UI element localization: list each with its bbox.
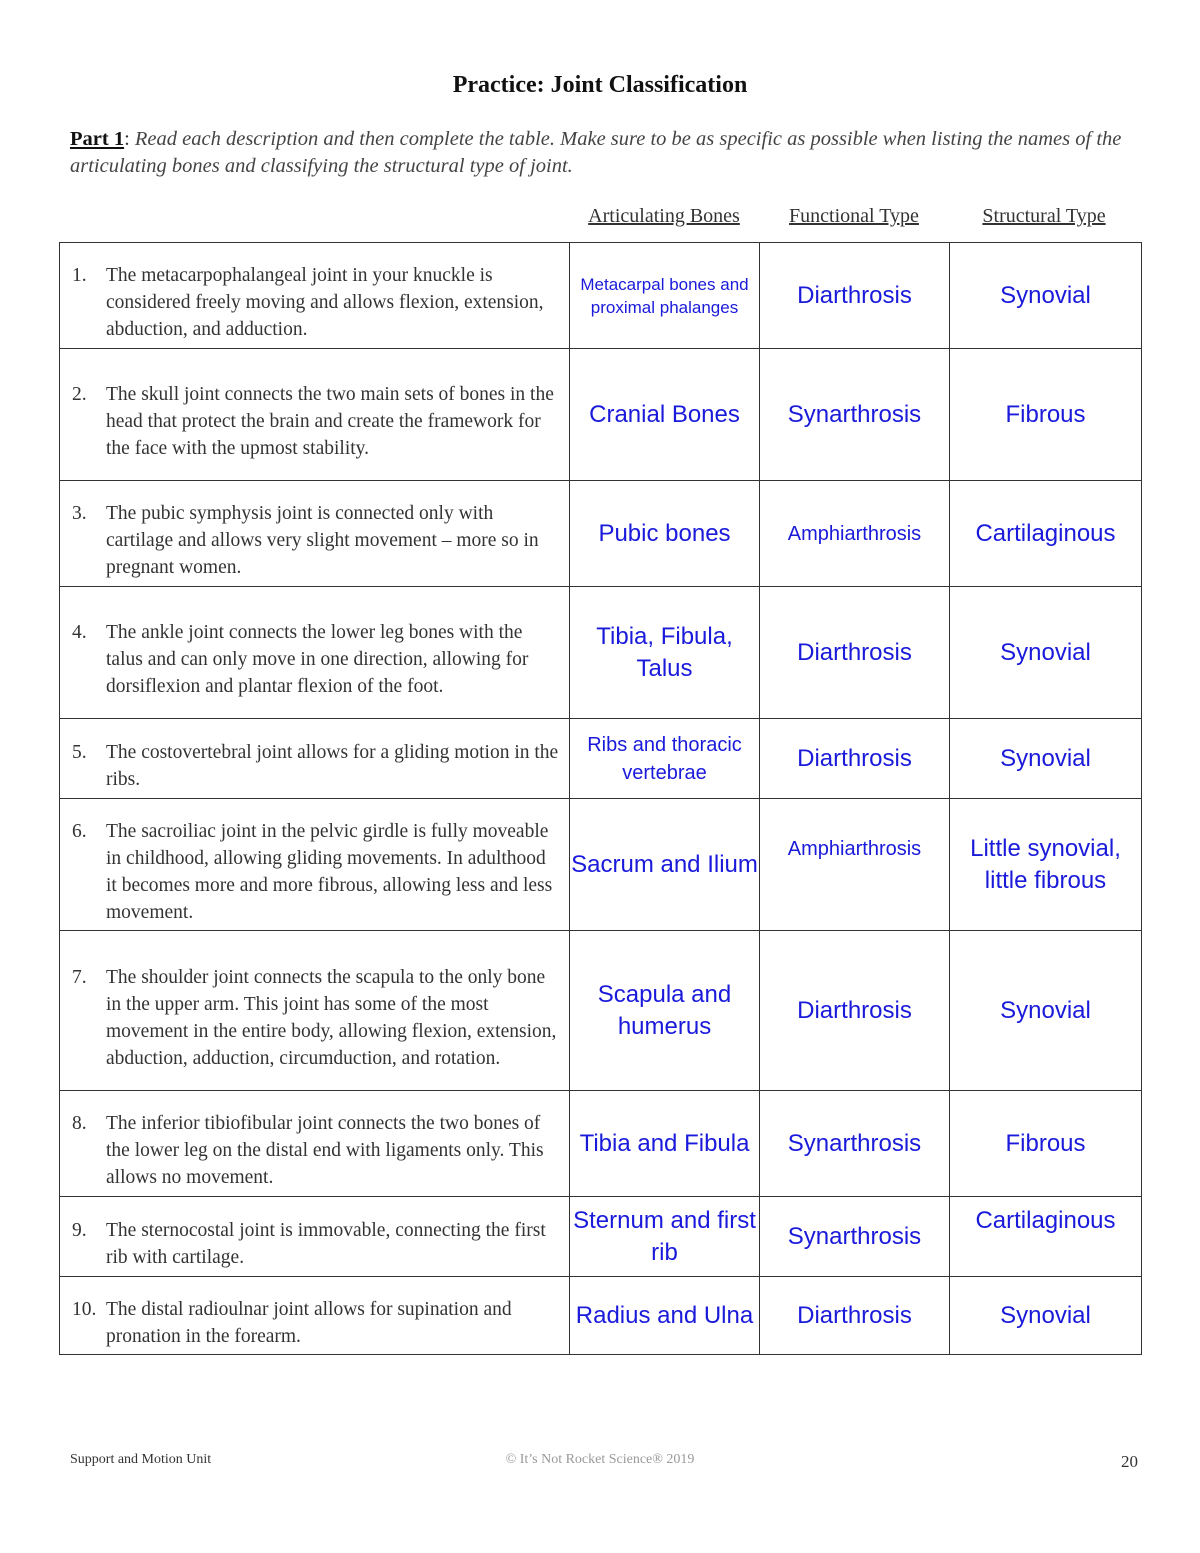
functional-cell: Diarthrosis xyxy=(760,587,950,719)
instructions-text: Read each description and then complete the table. Make sure to be as specific as possible when listing the names of the articulating bones and classifying the structural type of joint. xyxy=(70,128,1122,177)
row-description: The distal radioulnar joint allows for supination and pronation in the forearm. xyxy=(106,1298,512,1347)
structural-cell: Synovial xyxy=(950,587,1142,719)
description-cell xyxy=(60,243,570,349)
row-number: 1. xyxy=(72,265,87,286)
bones-cell: Pubic bones xyxy=(570,481,760,587)
description-cell xyxy=(60,931,570,1091)
table-row xyxy=(60,931,1142,1091)
row-description: The metacarpophalangeal joint in your knuckle is considered freely moving and allows flexion, extension, abduction, and adduction. xyxy=(106,265,544,340)
row-number: 3. xyxy=(72,503,87,524)
functional-cell: Amphiarthrosis xyxy=(760,481,950,587)
structural-cell: Fibrous xyxy=(950,349,1142,481)
structural-cell: Cartilaginous xyxy=(950,481,1142,587)
table-row xyxy=(60,1277,1142,1355)
page-number: 20 xyxy=(1121,1452,1138,1471)
bones-cell: Ribs and thoracic vertebrae xyxy=(570,719,760,799)
bones-cell: Scapula and humerus xyxy=(570,931,760,1091)
bones-cell: Radius and Ulna xyxy=(570,1277,760,1355)
description-cell xyxy=(60,349,570,481)
row-description: The inferior tibiofibular joint connects the two bones of the lower leg on the distal end with ligaments only. This allows no movement. xyxy=(106,1113,544,1188)
part-label: Part 1 xyxy=(70,128,125,150)
row-number: 8. xyxy=(72,1113,87,1134)
row-number: 5. xyxy=(72,741,87,763)
bones-cell: Tibia, Fibula, Talus xyxy=(570,587,760,719)
description-cell xyxy=(60,1277,570,1355)
footer-copyright: © It’s Not Rocket Science® 2019 xyxy=(505,1452,695,1467)
row-number: 9. xyxy=(72,1219,87,1241)
table-row xyxy=(60,1091,1142,1197)
functional-cell: Diarthrosis xyxy=(760,719,950,799)
row-number: 10. xyxy=(72,1298,97,1320)
functional-cell: Synarthrosis xyxy=(760,349,950,481)
row-number: 2. xyxy=(72,384,87,405)
column-header-articulating-bones: Articulating Bones xyxy=(588,205,740,227)
row-description: The sternocostal joint is immovable, connecting the first rib with cartilage. xyxy=(106,1219,546,1268)
structural-cell: Cartilaginous xyxy=(950,1197,1142,1277)
structural-cell: Synovial xyxy=(950,931,1142,1091)
functional-cell: Synarthrosis xyxy=(760,1091,950,1197)
description-cell xyxy=(60,799,570,931)
row-description: The ankle joint connects the lower leg bones with the talus and can only move in one direction, allowing for dorsiflexion and plantar flexion of the foot. xyxy=(106,622,529,697)
description-cell xyxy=(60,1197,570,1277)
functional-cell: Diarthrosis xyxy=(760,243,950,349)
row-description: The sacroiliac joint in the pelvic girdle is fully moveable in childhood, allowing gliding movements. In adulthood it becomes more and more fibrous, allowing less and less movement. xyxy=(106,820,553,923)
table-row xyxy=(60,719,1142,799)
functional-cell: Diarthrosis xyxy=(760,1277,950,1355)
row-description: The shoulder joint connects the scapula to the only bone in the upper arm. This joint has some of the most movement in the entire body, allowing flexion, extension, abduction, adduction, circumduction, and rotation. xyxy=(106,966,557,1069)
column-header-functional-type: Functional Type xyxy=(789,205,919,227)
description-cell xyxy=(60,481,570,587)
row-number: 7. xyxy=(72,966,87,988)
description-cell xyxy=(60,719,570,799)
bones-cell: Sternum and first rib xyxy=(570,1197,760,1277)
column-header-structural-type: Structural Type xyxy=(982,205,1106,227)
table-row xyxy=(60,587,1142,719)
row-description: The costovertebral joint allows for a gliding motion in the ribs. xyxy=(106,741,559,790)
description-cell xyxy=(60,1091,570,1197)
bones-cell: Sacrum and Ilium xyxy=(570,799,760,931)
row-number: 6. xyxy=(72,820,87,842)
table-row xyxy=(60,243,1142,349)
bones-cell: Cranial Bones xyxy=(570,349,760,481)
table-row xyxy=(60,349,1142,481)
table-row xyxy=(60,1197,1142,1277)
structural-cell: Synovial xyxy=(950,243,1142,349)
bones-cell: Metacarpal bones and proximal phalanges xyxy=(570,243,760,349)
structural-cell: Synovial xyxy=(950,1277,1142,1355)
row-description: The pubic symphysis joint is connected only with cartilage and allows very slight movement – more so in pregnant women. xyxy=(106,503,539,578)
structural-cell: Synovial xyxy=(950,719,1142,799)
functional-cell: Amphiarthrosis xyxy=(760,799,950,931)
footer-unit: Support and Motion Unit xyxy=(70,1452,212,1467)
bones-cell: Tibia and Fibula xyxy=(570,1091,760,1197)
description-cell xyxy=(60,587,570,719)
table-row xyxy=(60,481,1142,587)
functional-cell: Synarthrosis xyxy=(760,1197,950,1277)
structural-cell: Fibrous xyxy=(950,1091,1142,1197)
table-row xyxy=(60,799,1142,931)
row-description: The skull joint connects the two main sets of bones in the head that protect the brain and create the framework for the face with the upmost stability. xyxy=(106,384,554,459)
structural-cell: Little synovial, little fibrous xyxy=(950,799,1142,931)
joint-classification-table xyxy=(59,242,1142,1355)
page-title: Practice: Joint Classification xyxy=(452,72,748,98)
functional-cell: Diarthrosis xyxy=(760,931,950,1091)
instructions: Part 1: Read each description and then complete the table. Make sure to be as specific as possible when listing the names of the articulating bones and classifying the structural type of joint. xyxy=(70,128,1122,177)
row-number: 4. xyxy=(72,622,87,643)
